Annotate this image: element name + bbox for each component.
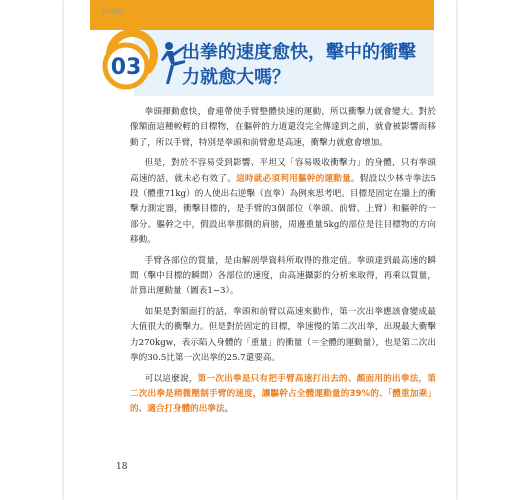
highlighted-text: 這時就必須利用軀幹的運動量 (236, 173, 351, 184)
paragraph (130, 372, 436, 418)
paragraph-text: 可以這麼說， (144, 373, 198, 384)
paragraph-text: 如果是對額面打的話，拳頭和前臂以高速來動作，第一次出拳應該會變成最大值很大的衝擊力。但是對於固定的目標，拳速慢的第二次出拳，出現最大衝擊力270kgw，表示陷入身體的「重量」的衝量（＝全體的運動量），也是第二次出拳的30.5比第一次出拳的25.7還要高。 (130, 306, 436, 364)
paragraph (130, 105, 436, 151)
page-title: 出拳的速度愈快，擊中的衝擊力就愈大嗎？ (182, 42, 416, 88)
page-number: 18 (116, 462, 128, 472)
paragraph-text: 拳頭揮動愈快，會連帶使手臂整體快速的運動，所以衝擊力就會變大。對於像額面這種較輕的目標物，在軀幹的力道還沒完全傳達到之前，就會被影響而移動了，所以手臂，特別是拳頭和前臂愈是高速，衝擊力就愈會增加。 (130, 107, 436, 148)
paragraph-text: 但是，對於不容易受到影響、平坦又「容易吸收衝擊力」的身體，只有拳頭高速的話，就未必有效了。 (130, 158, 436, 184)
paragraph (130, 254, 436, 300)
chapter-number: 03 (110, 55, 142, 80)
paragraph (130, 156, 436, 248)
body-text (130, 105, 436, 423)
question-mark-badge-icon (96, 20, 168, 92)
section-label: Section (101, 8, 124, 15)
highlighted-text: 第一次出拳是只有把手臂高速打出去的、顏面用的出拳法，第二次出拳是稍微壓制手臂的速度，讓驅幹占全體運動量的39%的、「體重加乘」的、適合打身體的出拳法。 (130, 373, 436, 415)
paragraph-text: 手臂各部位的質量，是由解剖學資料所取得的推定值。拳頭達到最高速的瞬間（擊中目標的瞬間）各部位的速度，由高速攝影的分析來取得，再乘以質量，計算出運動量（圖表1~3）。 (130, 255, 436, 297)
paragraph-text: 。假設以少林寺拳法5段（體重71kg）的人使出右逆擊（直拳）為例來思考吧。目標是固定在牆上的衝擊力測定器，衝擊目標的，是手臂的3個部位（拳頭、前臂、上臂）和軀幹的一部分。軀幹之中，假設出拳那側的肩膀，周邊重量5kg的部位是往目標物的方向移動。 (130, 173, 436, 246)
paragraph (130, 305, 436, 367)
